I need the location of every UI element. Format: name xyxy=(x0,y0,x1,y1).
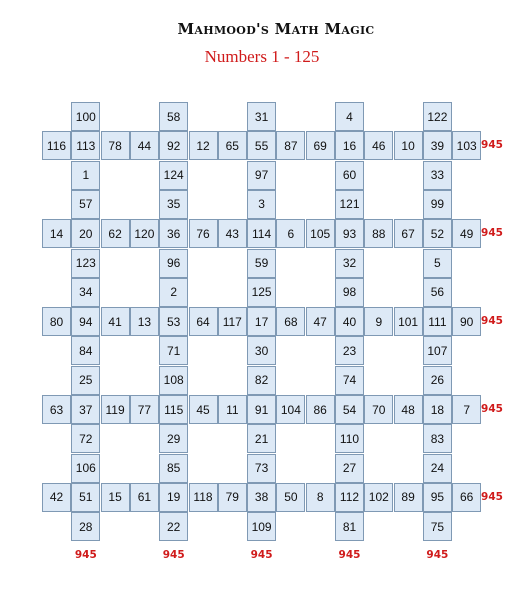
row-5-cell: 51 xyxy=(71,483,100,512)
column-5-cell: 26 xyxy=(423,366,452,395)
row-1-cell: 92 xyxy=(159,131,188,160)
row-3-cell: 47 xyxy=(306,307,335,336)
row-4-cell: 18 xyxy=(423,395,452,424)
row-3-cell: 94 xyxy=(71,307,100,336)
column-5-cell: 99 xyxy=(423,190,452,219)
row-2-cell: 20 xyxy=(71,219,100,248)
column-4-cell: 23 xyxy=(335,336,364,365)
column-sum: 945 xyxy=(338,548,361,561)
row-5-cell: 61 xyxy=(130,483,159,512)
row-2-cell: 93 xyxy=(335,219,364,248)
row-2-cell: 120 xyxy=(130,219,159,248)
row-1-cell: 46 xyxy=(364,131,393,160)
row-1-cell: 65 xyxy=(218,131,247,160)
column-5-cell: 75 xyxy=(423,512,452,541)
column-3-cell: 59 xyxy=(247,249,276,278)
row-1-cell: 116 xyxy=(42,131,71,160)
column-sum: 945 xyxy=(74,548,97,561)
row-2-cell: 76 xyxy=(189,219,218,248)
column-3-cell: 30 xyxy=(247,336,276,365)
row-3-cell: 13 xyxy=(130,307,159,336)
row-4-cell: 37 xyxy=(71,395,100,424)
column-4-cell: 27 xyxy=(335,454,364,483)
row-1-cell: 55 xyxy=(247,131,276,160)
row-5-cell: 15 xyxy=(101,483,130,512)
row-3-cell: 68 xyxy=(276,307,305,336)
column-1-cell: 1 xyxy=(71,161,100,190)
row-3-cell: 90 xyxy=(452,307,481,336)
column-3-cell: 3 xyxy=(247,190,276,219)
row-1-cell: 10 xyxy=(394,131,423,160)
column-5-cell: 56 xyxy=(423,278,452,307)
row-3-cell: 117 xyxy=(218,307,247,336)
column-sum: 945 xyxy=(250,548,273,561)
row-1-cell: 78 xyxy=(101,131,130,160)
column-1-cell: 106 xyxy=(71,454,100,483)
row-4-cell: 115 xyxy=(159,395,188,424)
column-4-cell: 60 xyxy=(335,161,364,190)
row-5-cell: 38 xyxy=(247,483,276,512)
row-2-cell: 6 xyxy=(276,219,305,248)
row-5-cell: 50 xyxy=(276,483,305,512)
column-1-cell: 84 xyxy=(71,336,100,365)
row-1-cell: 39 xyxy=(423,131,452,160)
row-4-cell: 70 xyxy=(364,395,393,424)
row-sum: 945 xyxy=(481,139,503,152)
row-1-cell: 12 xyxy=(189,131,218,160)
column-2-cell: 29 xyxy=(159,424,188,453)
row-2-cell: 105 xyxy=(306,219,335,248)
column-1-cell: 34 xyxy=(71,278,100,307)
column-3-cell: 73 xyxy=(247,454,276,483)
row-4-cell: 119 xyxy=(101,395,130,424)
column-2-cell: 2 xyxy=(159,278,188,307)
column-5-cell: 107 xyxy=(423,336,452,365)
row-sum: 945 xyxy=(481,315,503,328)
column-3-cell: 21 xyxy=(247,424,276,453)
column-5-cell: 5 xyxy=(423,249,452,278)
row-5-cell: 102 xyxy=(364,483,393,512)
row-sum: 945 xyxy=(481,227,503,240)
row-2-cell: 43 xyxy=(218,219,247,248)
column-1-cell: 100 xyxy=(71,102,100,131)
row-5-cell: 95 xyxy=(423,483,452,512)
row-4-cell: 45 xyxy=(189,395,218,424)
row-4-cell: 7 xyxy=(452,395,481,424)
row-2-cell: 114 xyxy=(247,219,276,248)
column-2-cell: 85 xyxy=(159,454,188,483)
column-4-cell: 74 xyxy=(335,366,364,395)
column-sum: 945 xyxy=(426,548,449,561)
column-2-cell: 58 xyxy=(159,102,188,131)
column-1-cell: 28 xyxy=(71,512,100,541)
row-3-cell: 40 xyxy=(335,307,364,336)
row-1-cell: 44 xyxy=(130,131,159,160)
column-4-cell: 32 xyxy=(335,249,364,278)
row-4-cell: 77 xyxy=(130,395,159,424)
row-5-cell: 42 xyxy=(42,483,71,512)
row-1-cell: 16 xyxy=(335,131,364,160)
row-sum: 945 xyxy=(481,490,503,503)
row-2-cell: 36 xyxy=(159,219,188,248)
row-sum: 945 xyxy=(481,403,503,415)
column-5-cell: 24 xyxy=(423,454,452,483)
column-1-cell: 123 xyxy=(71,249,100,278)
column-3-cell: 125 xyxy=(247,278,276,307)
column-3-cell: 82 xyxy=(247,366,276,395)
column-2-cell: 108 xyxy=(159,366,188,395)
row-4-cell: 91 xyxy=(247,395,276,424)
column-5-cell: 83 xyxy=(423,424,452,453)
row-5-cell: 66 xyxy=(452,483,481,512)
row-1-cell: 103 xyxy=(452,131,481,160)
column-3-cell: 97 xyxy=(247,161,276,190)
row-3-cell: 80 xyxy=(42,307,71,336)
row-5-cell: 79 xyxy=(218,483,247,512)
page-subtitle: Numbers 1 - 125 xyxy=(204,47,320,66)
column-3-cell: 109 xyxy=(247,512,276,541)
column-1-cell: 72 xyxy=(71,424,100,453)
row-2-cell: 88 xyxy=(364,219,393,248)
column-5-cell: 33 xyxy=(423,161,452,190)
row-1-cell: 69 xyxy=(306,131,335,160)
column-4-cell: 81 xyxy=(335,512,364,541)
row-5-cell: 19 xyxy=(159,483,188,512)
row-2-cell: 52 xyxy=(423,219,452,248)
column-2-cell: 124 xyxy=(159,161,188,190)
row-2-cell: 49 xyxy=(452,219,481,248)
row-5-cell: 8 xyxy=(306,483,335,512)
row-4-cell: 54 xyxy=(335,395,364,424)
row-3-cell: 53 xyxy=(159,307,188,336)
row-3-cell: 17 xyxy=(247,307,276,336)
row-1-cell: 113 xyxy=(71,131,100,160)
column-5-cell: 122 xyxy=(423,102,452,131)
row-2-cell: 62 xyxy=(101,219,130,248)
column-4-cell: 4 xyxy=(335,102,364,131)
row-2-cell: 14 xyxy=(42,219,71,248)
row-4-cell: 63 xyxy=(42,395,71,424)
row-5-cell: 89 xyxy=(394,483,423,512)
column-2-cell: 71 xyxy=(159,336,188,365)
column-4-cell: 98 xyxy=(335,278,364,307)
column-4-cell: 121 xyxy=(335,190,364,219)
row-5-cell: 118 xyxy=(189,483,218,512)
row-4-cell: 86 xyxy=(306,395,335,424)
column-1-cell: 25 xyxy=(71,366,100,395)
row-3-cell: 9 xyxy=(364,307,393,336)
row-4-cell: 48 xyxy=(394,395,423,424)
row-5-cell: 112 xyxy=(335,483,364,512)
page-title: Mahmood's Math Magic xyxy=(177,20,375,38)
column-3-cell: 31 xyxy=(247,102,276,131)
row-3-cell: 41 xyxy=(101,307,130,336)
row-4-cell: 11 xyxy=(218,395,247,424)
column-2-cell: 35 xyxy=(159,190,188,219)
row-3-cell: 64 xyxy=(189,307,218,336)
column-2-cell: 96 xyxy=(159,249,188,278)
row-3-cell: 101 xyxy=(394,307,423,336)
row-3-cell: 111 xyxy=(423,307,452,336)
row-1-cell: 87 xyxy=(276,131,305,160)
column-4-cell: 110 xyxy=(335,424,364,453)
column-2-cell: 22 xyxy=(159,512,188,541)
row-2-cell: 67 xyxy=(394,219,423,248)
column-sum: 945 xyxy=(162,548,185,561)
row-4-cell: 104 xyxy=(276,395,305,424)
column-1-cell: 57 xyxy=(71,190,100,219)
